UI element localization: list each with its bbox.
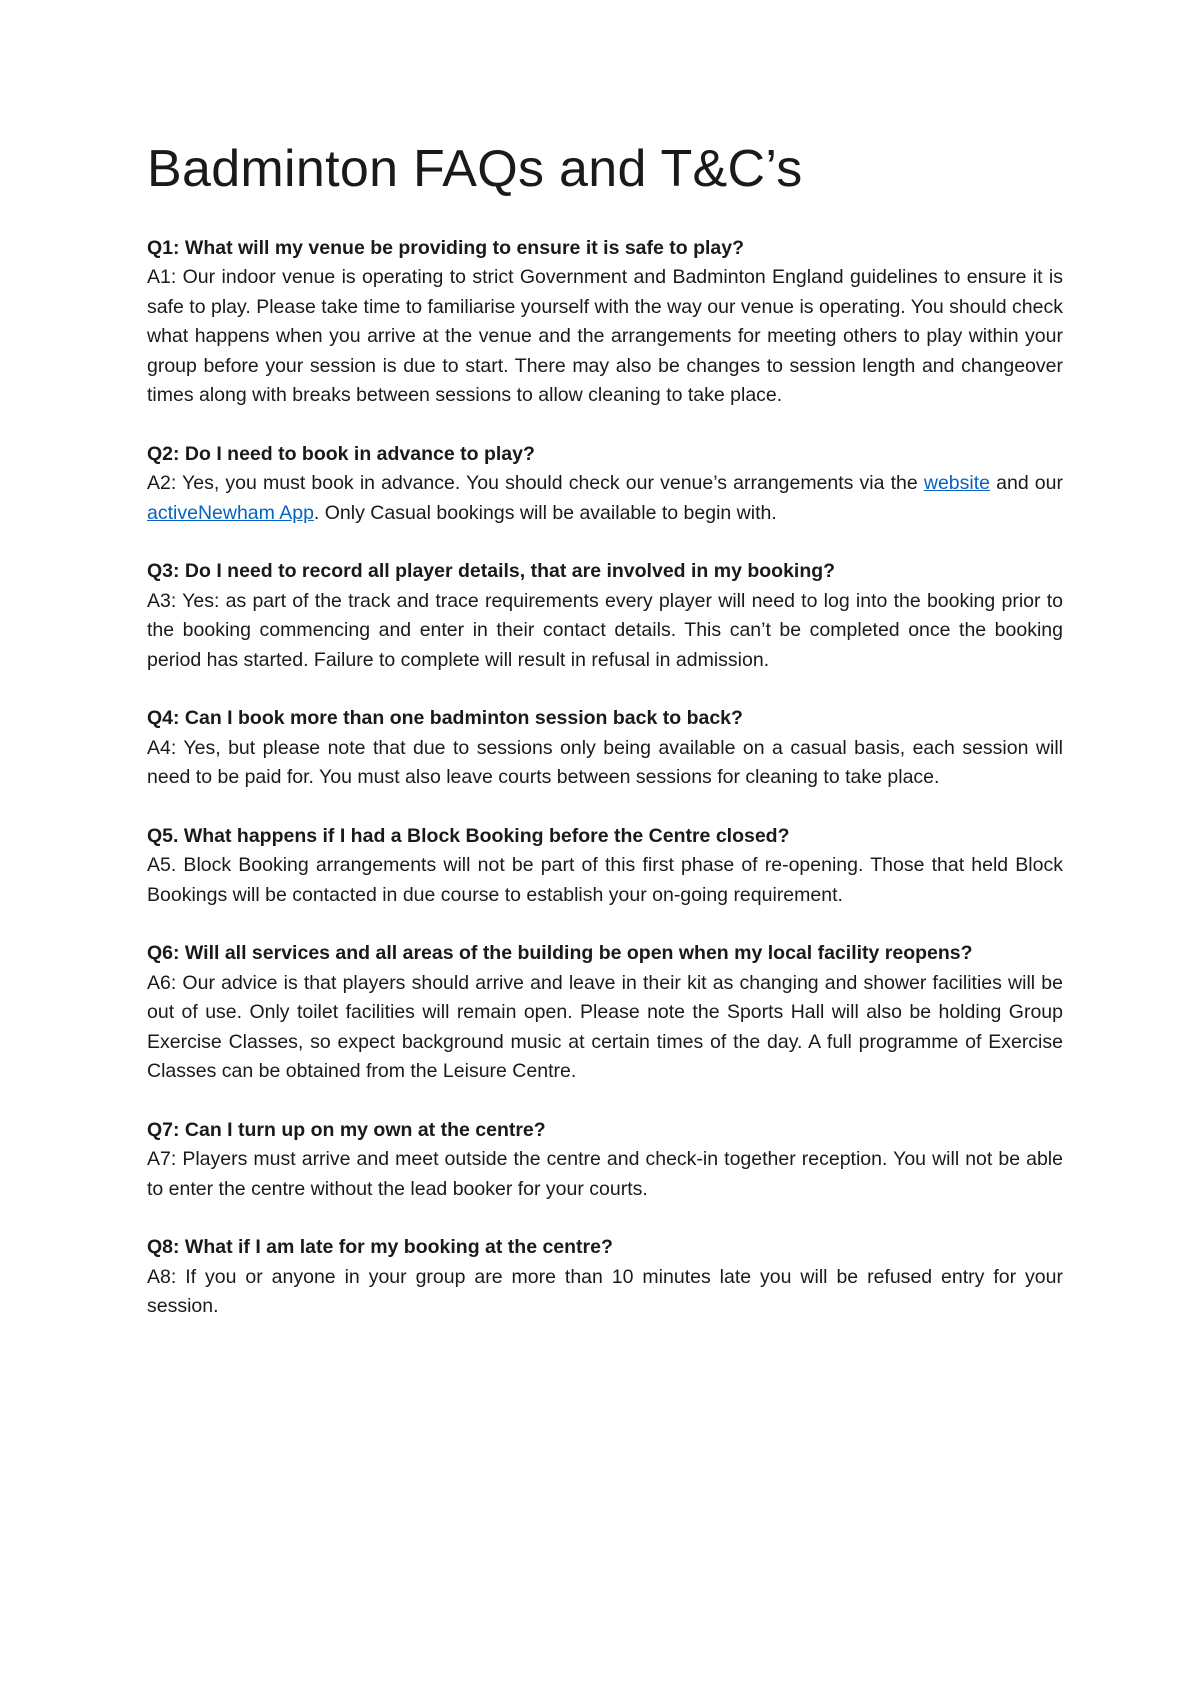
faq-answer-text: A2: Yes, you must book in advance. You should check our venue’s arrangements via the — [147, 472, 924, 495]
faq-question: Q4: Can I book more than one badminton session back to back? — [147, 707, 743, 730]
faq-item-4 — [147, 704, 1063, 793]
page-title: Badminton FAQs and T&C’s — [147, 140, 803, 198]
faq-item-1 — [147, 234, 1063, 411]
faq-answer: A5. Block Booking arrangements will not be part of this first phase of re-opening. Those that held Block Bookings will be contacted in due course to establish your on-going requirement. — [147, 854, 1063, 906]
faq-answer-text: and our — [990, 472, 1063, 495]
document-page — [147, 140, 1063, 1351]
faq-item-5 — [147, 822, 1063, 911]
faq-answer: A6: Our advice is that players should arrive and leave in their kit as changing and shower facilities will be out of use. Only toilet facilities will remain open. Please note the Sports Hall will also be holding Group Exercise Classes, so expect background music at certain times of the day. A full programme of Exercise Classes can be obtained from the Leisure Centre. — [147, 971, 1063, 1083]
faq-item-7 — [147, 1116, 1063, 1205]
faq-item-6 — [147, 939, 1063, 1087]
activenewham-app-link[interactable]: activeNewham App — [147, 501, 314, 524]
faq-question: Q5. What happens if I had a Block Booking before the Centre closed? — [147, 824, 790, 847]
faq-answer: A1: Our indoor venue is operating to strict Government and Badminton England guidelines to ensure it is safe to play. Please take time to familiarise yourself with the way our venue is operating. You should check what happens when you arrive at the venue and the arrangements for meeting others to play within your group before your session is due to start. There may also be changes to session length and changeover times along with breaks between sessions to allow cleaning to take place. — [147, 266, 1063, 407]
faq-answer: A3: Yes: as part of the track and trace requirements every player will need to log into the booking prior to the booking commencing and enter in their contact details. This can’t be completed once the booking period has started. Failure to complete will result in refusal in admission. — [147, 589, 1063, 671]
faq-question: Q1: What will my venue be providing to ensure it is safe to play? — [147, 236, 745, 259]
faq-item-3 — [147, 557, 1063, 675]
website-link[interactable]: website — [923, 472, 990, 495]
faq-item-2 — [147, 440, 1063, 529]
faq-question: Q7: Can I turn up on my own at the centre? — [147, 1118, 546, 1141]
faq-answer: A7: Players must arrive and meet outside the centre and check-in together reception. You will not be able to enter the centre without the lead booker for your courts. — [147, 1148, 1063, 1200]
faq-answer: A8: If you or anyone in your group are more than 10 minutes late you will be refused entry for your session. — [147, 1265, 1063, 1318]
faq-answer: A4: Yes, but please note that due to sessions only being available on a casual basis, each session will need to be paid for. You must also leave courts between sessions for cleaning to take place. — [147, 736, 1063, 789]
faq-item-8 — [147, 1233, 1063, 1322]
faq-answer-text: . Only Casual bookings will be available to begin with. — [313, 501, 777, 524]
faq-question: Q6: Will all services and all areas of the building be open when my local facility reopens? — [147, 942, 973, 965]
faq-question: Q8: What if I am late for my booking at the centre? — [147, 1236, 613, 1259]
faq-question: Q2: Do I need to book in advance to play? — [147, 442, 535, 465]
faq-answer — [147, 469, 1063, 528]
faq-question: Q3: Do I need to record all player details, that are involved in my booking? — [147, 560, 836, 583]
